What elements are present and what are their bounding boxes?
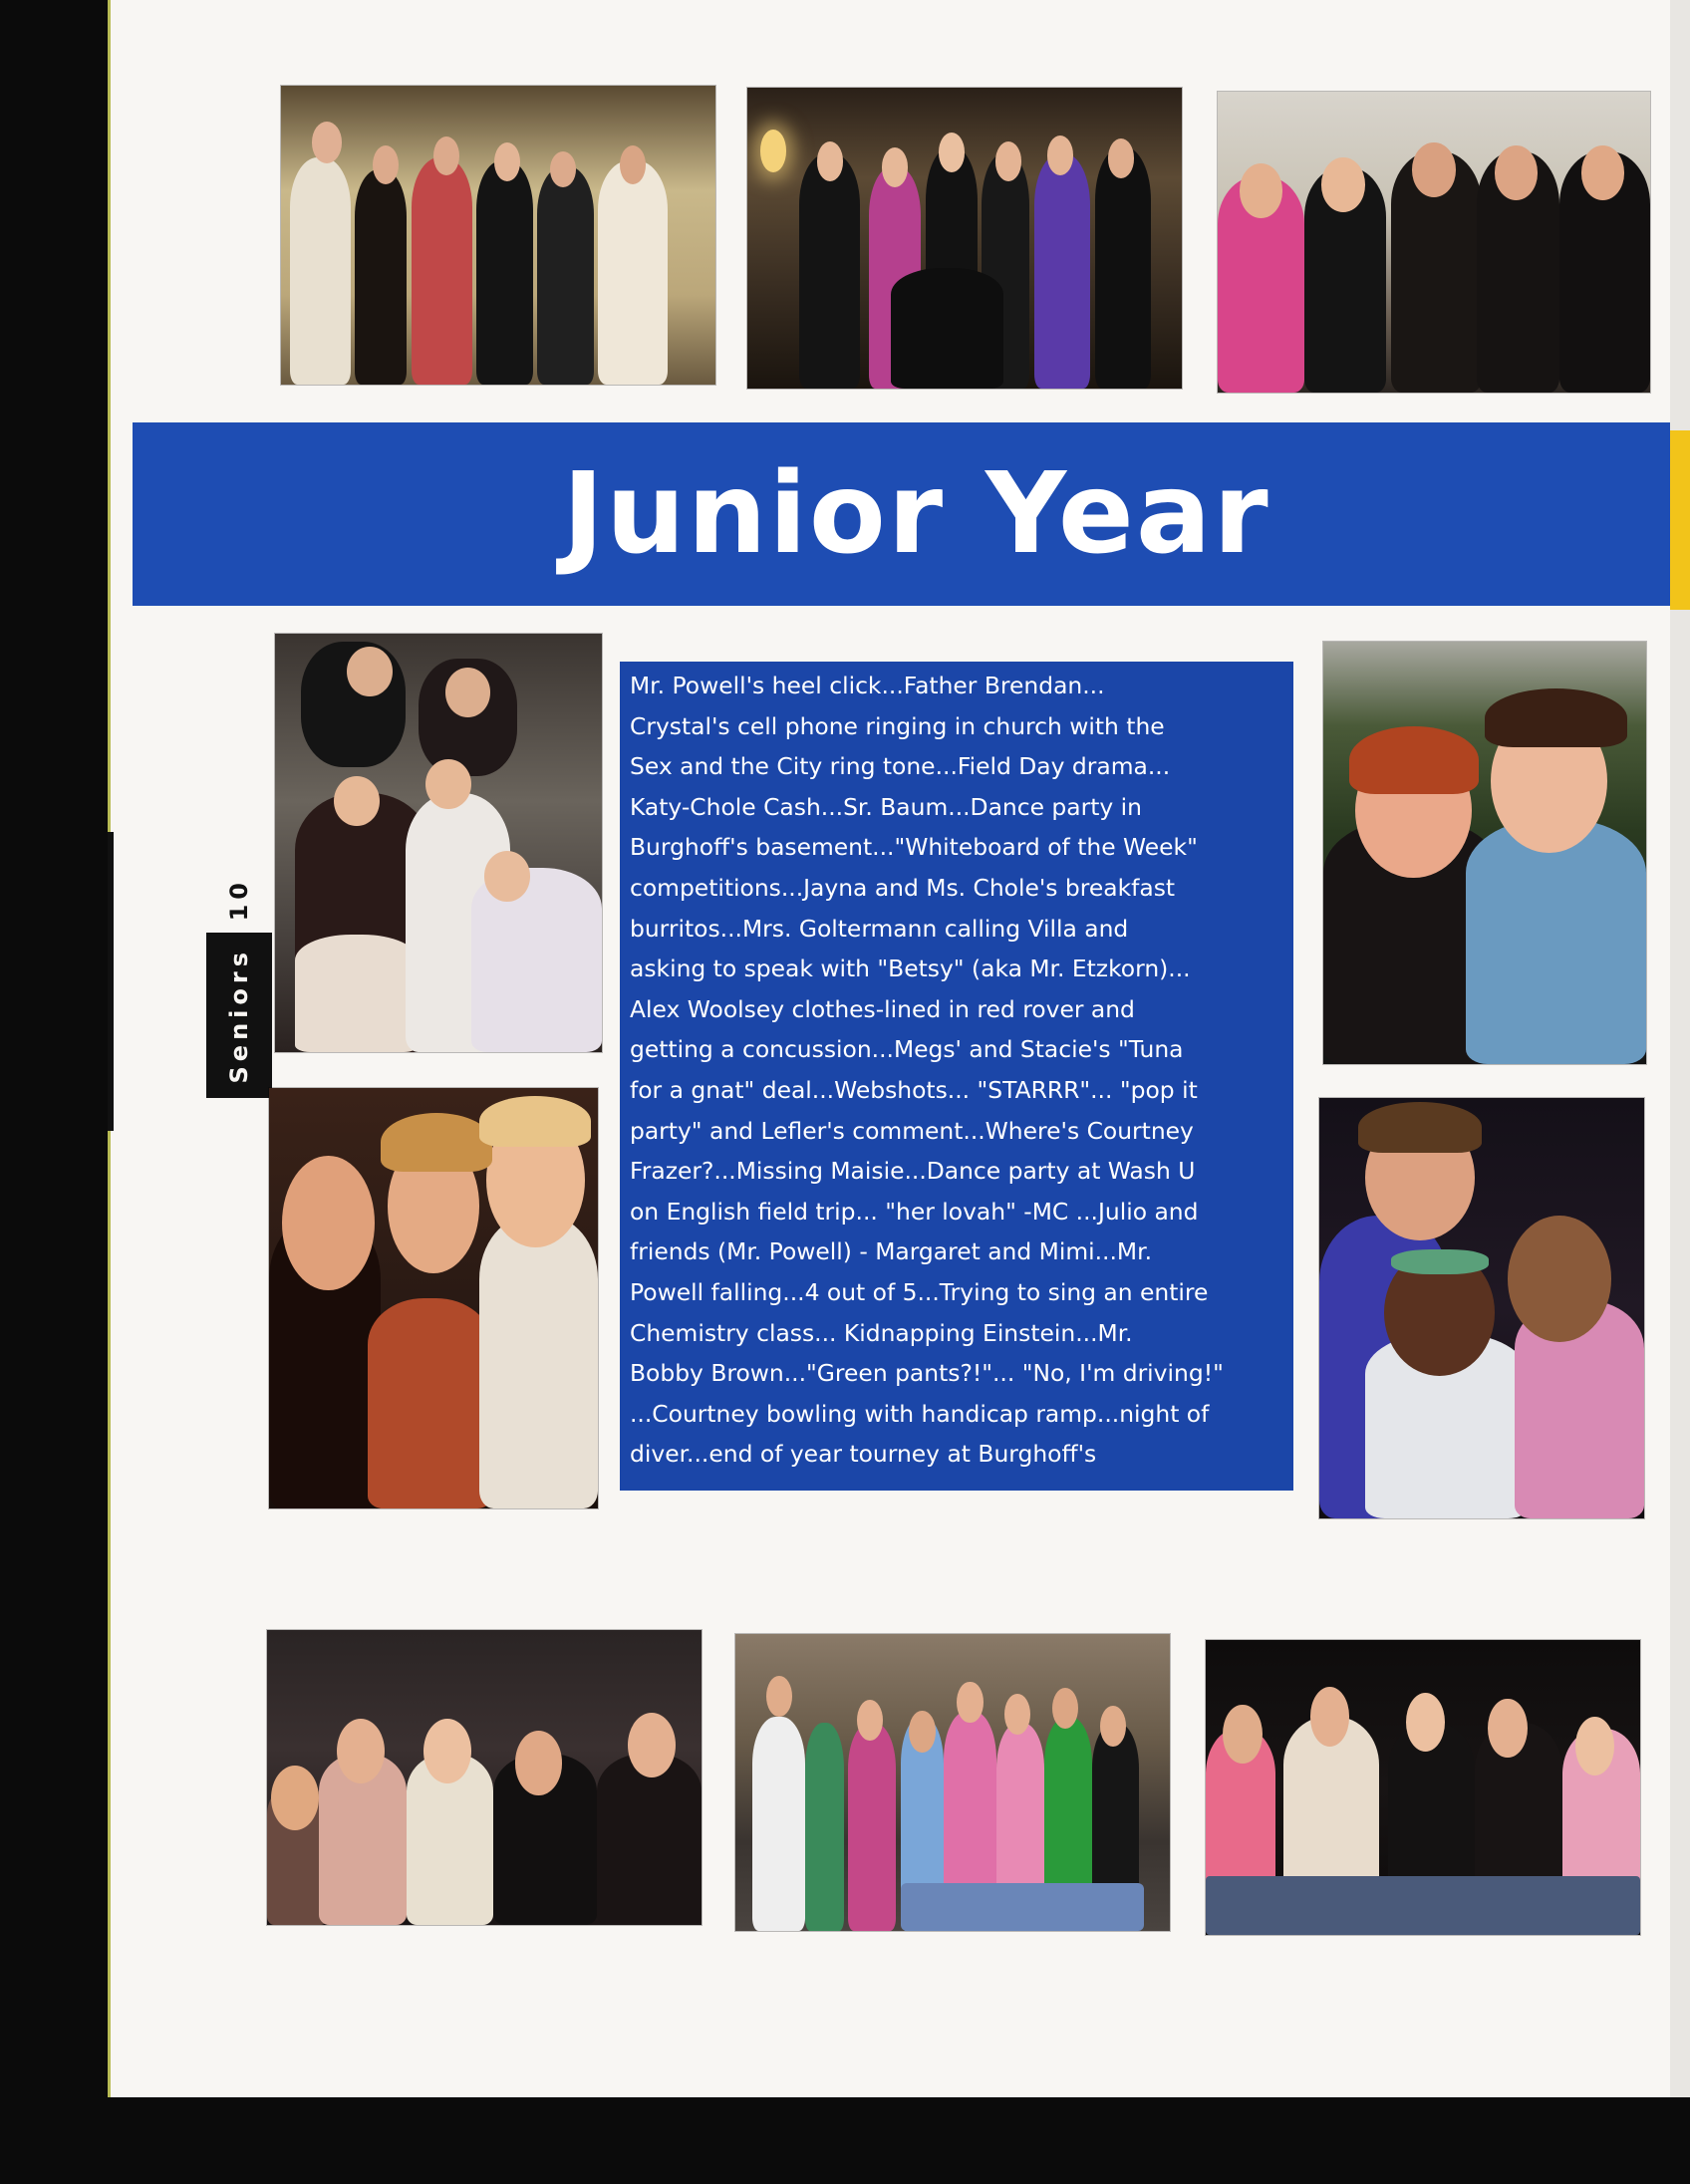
photo-group-middle-right-top: [1323, 642, 1646, 1064]
text-line: asking to speak with "Betsy" (aka Mr. Etzkorn)...: [630, 955, 1191, 983]
text-line: Chemistry class... Kidnapping Einstein...Mr.: [630, 1318, 1133, 1347]
text-line: Frazer?...Missing Maisie...Dance party at Wash U: [630, 1157, 1196, 1186]
text-line: Bobby Brown..."Green pants?!"... "No, I'm driving!": [630, 1359, 1224, 1388]
photo-group-top-left: [281, 86, 715, 385]
section-tab: [206, 867, 272, 1098]
page-title: Junior Year: [562, 449, 1270, 579]
photo-group-bottom-right: [1206, 1640, 1640, 1935]
photo-group-middle-right-bottom: [1319, 1098, 1644, 1518]
text-line: Crystal's cell phone ringing in church with the: [630, 711, 1165, 740]
text-line: on English field trip... "her lovah" -MC ...Julio and: [630, 1197, 1199, 1226]
memories-text-box: [620, 662, 1293, 1491]
text-line: Powell falling...4 out of 5...Trying to sing an entire: [630, 1277, 1209, 1306]
photo-group-top-right: [1218, 92, 1650, 393]
accent-tab: [1670, 430, 1690, 610]
text-line: Sex and the City ring tone...Field Day drama...: [630, 752, 1171, 781]
text-line: Mr. Powell's heel click...Father Brendan...: [630, 672, 1105, 699]
section-page-number-box: [206, 867, 272, 933]
text-line: party" and Lefler's comment...Where's Courtney: [630, 1116, 1194, 1145]
photo-group-middle-left-bottom: [269, 1088, 598, 1508]
text-line: Alex Woolsey clothes-lined in red rover and: [630, 994, 1135, 1023]
page-gutter: [1670, 0, 1690, 2097]
section-label: Seniors: [225, 947, 253, 1084]
spine-mark: [108, 832, 114, 1131]
text-line: burritos...Mrs. Goltermann calling Villa and: [630, 914, 1129, 943]
text-line: ...Courtney bowling with handicap ramp...night of: [630, 1399, 1210, 1428]
title-banner: [133, 422, 1670, 606]
text-line: for a gnat" deal...Webshots... "STARRR"... "pop it: [630, 1075, 1198, 1104]
section-label-box: [206, 933, 272, 1098]
photo-group-top-center: [747, 88, 1182, 389]
text-line: friends (Mr. Powell) - Margaret and Mimi...Mr.: [630, 1237, 1153, 1266]
section-page-number: 10: [225, 878, 253, 922]
text-line: getting a concussion...Megs' and Stacie's "Tuna: [630, 1035, 1184, 1064]
text-line: competitions...Jayna and Ms. Chole's breakfast: [630, 873, 1176, 902]
text-line: Katy-Chole Cash...Sr. Baum...Dance party in: [630, 792, 1142, 821]
photo-group-bottom-center: [735, 1634, 1170, 1931]
text-line: diver...end of year tourney at Burghoff's: [630, 1440, 1097, 1469]
text-line: Burghoff's basement..."Whiteboard of the Week": [630, 833, 1198, 862]
photo-group-bottom-left: [267, 1630, 702, 1925]
photo-group-middle-left-top: [275, 634, 602, 1052]
